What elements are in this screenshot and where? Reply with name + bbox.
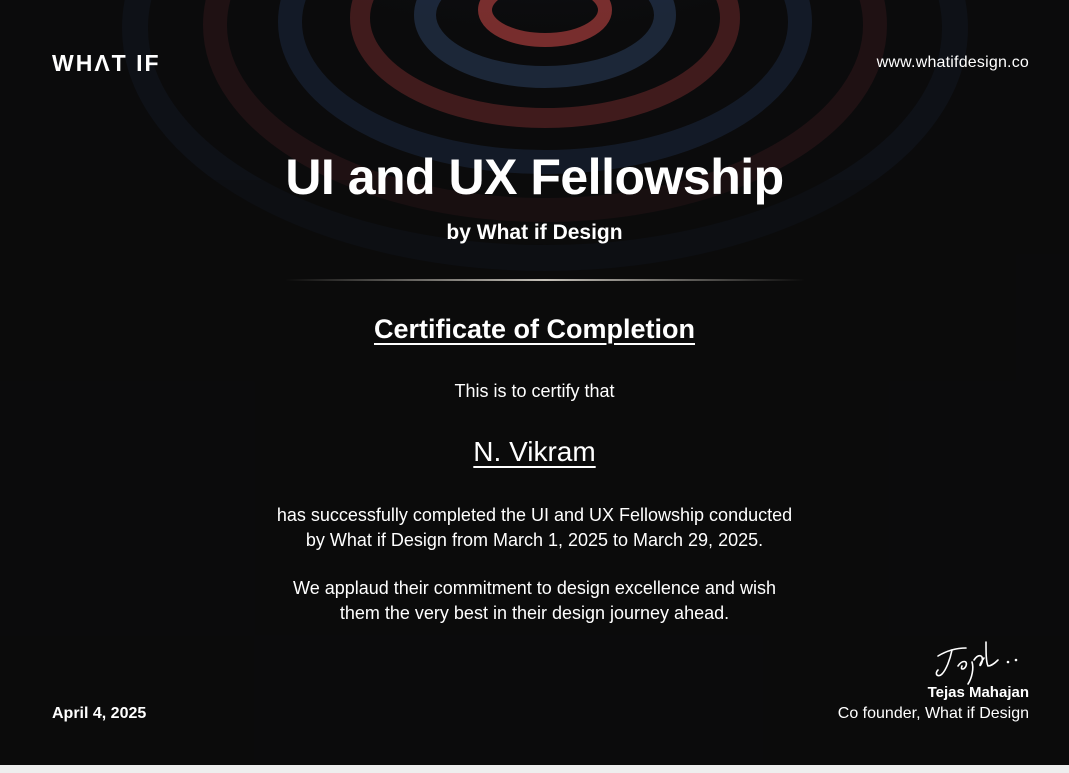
issue-date: April 4, 2025: [52, 705, 147, 722]
website-link[interactable]: www.whatifdesign.co: [876, 54, 1029, 71]
certificate-subtitle: by What if Design: [446, 221, 623, 244]
applause-line-1: We applaud their commitment to design excellence and wish: [293, 578, 776, 598]
certificate-heading-wrapper: [0, 314, 1069, 345]
brand-logo: WHΛT IF: [52, 50, 161, 76]
applause-line-2: them the very best in their design journey ahead.: [339, 603, 730, 623]
completion-line-2: by What if Design from March 1, 2025 to March 29, 2025.: [305, 530, 764, 550]
applause-statement: [0, 576, 1069, 626]
certificate-title: UI and UX Fellowship: [285, 149, 784, 205]
recipient-name-wrapper: [0, 436, 1069, 468]
page-bottom-edge: [0, 765, 1069, 773]
certificate-heading: Certificate of Completion: [373, 314, 696, 344]
recipient-name: N. Vikram: [473, 436, 596, 467]
completion-statement: [0, 503, 1069, 553]
signature: [928, 636, 1028, 688]
certify-line: This is to certify that: [454, 381, 615, 401]
signatory-name: Tejas Mahajan: [927, 684, 1029, 701]
divider: [285, 279, 805, 281]
signatory-role: Co founder, What if Design: [837, 705, 1029, 722]
completion-line-1: has successfully completed the UI and UX Fellowship conducted: [276, 505, 793, 525]
